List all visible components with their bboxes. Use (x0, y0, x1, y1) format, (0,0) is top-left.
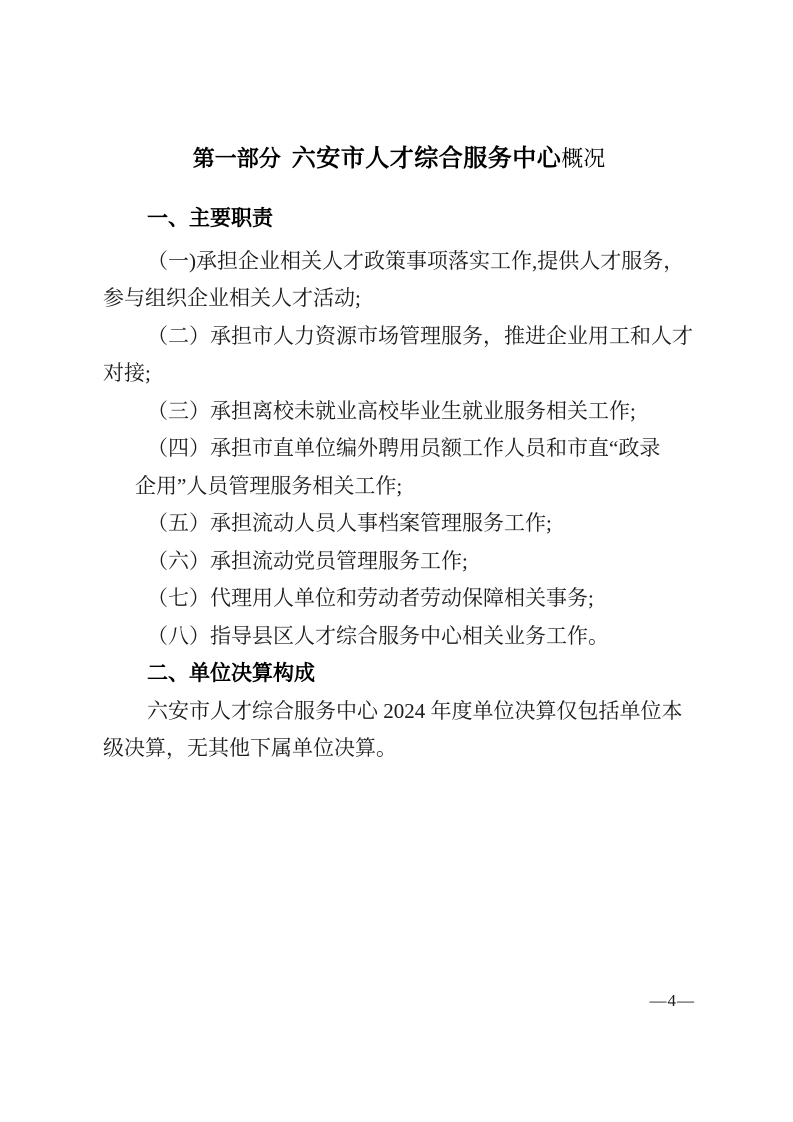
title-suffix: 概况 (561, 146, 606, 171)
duty-item-1-line-1: （一)承担企业相关人才政策事项落实工作,提供人才服务， (147, 248, 685, 273)
duty-item-6: （六）承担流动党员管理服务工作; (147, 548, 468, 573)
duty-item-7: （七）代理用人单位和劳动者劳动保障相关事务; (147, 586, 594, 610)
budget-paragraph-line-2: 级决算，无其他下属单位决算。 (103, 736, 397, 760)
document-content (103, 143, 695, 768)
section1-heading: 一、主要职责 (147, 207, 273, 230)
title-unit-name: 六安市人才综合服务中心 (291, 145, 562, 172)
section2-heading: 二、单位决算构成 (147, 662, 315, 685)
duty-item-1-line-2: 参与组织企业相关人才活动; (103, 286, 361, 310)
duty-item-4-line-2: 企用”人员管理服务相关工作; (135, 473, 403, 498)
duty-item-3: （三）承担离校未就业高校毕业生就业服务相关工作; (147, 398, 636, 423)
document-title (103, 143, 695, 178)
title-part-label: 第一部分 (192, 146, 281, 171)
budget-paragraph-line-1: 六安市人才综合服务中心 2024 年度单位决算仅包括单位本 (147, 698, 683, 723)
duty-item-8: （八）指导县区人才综合服务中心相关业务工作。 (147, 623, 609, 648)
duty-item-2-line-2: 对接; (103, 361, 151, 385)
duty-item-5: （五）承担流动人员人事档案管理服务工作; (147, 511, 552, 535)
duty-item-4-line-1: （四）承担市直单位编外聘用员额工作人员和市直“政录 (147, 436, 661, 460)
duty-item-2-line-1: （二）承担市人力资源市场管理服务，推进企业用工和人才 (147, 323, 693, 348)
page-number: —4— (649, 991, 695, 1010)
